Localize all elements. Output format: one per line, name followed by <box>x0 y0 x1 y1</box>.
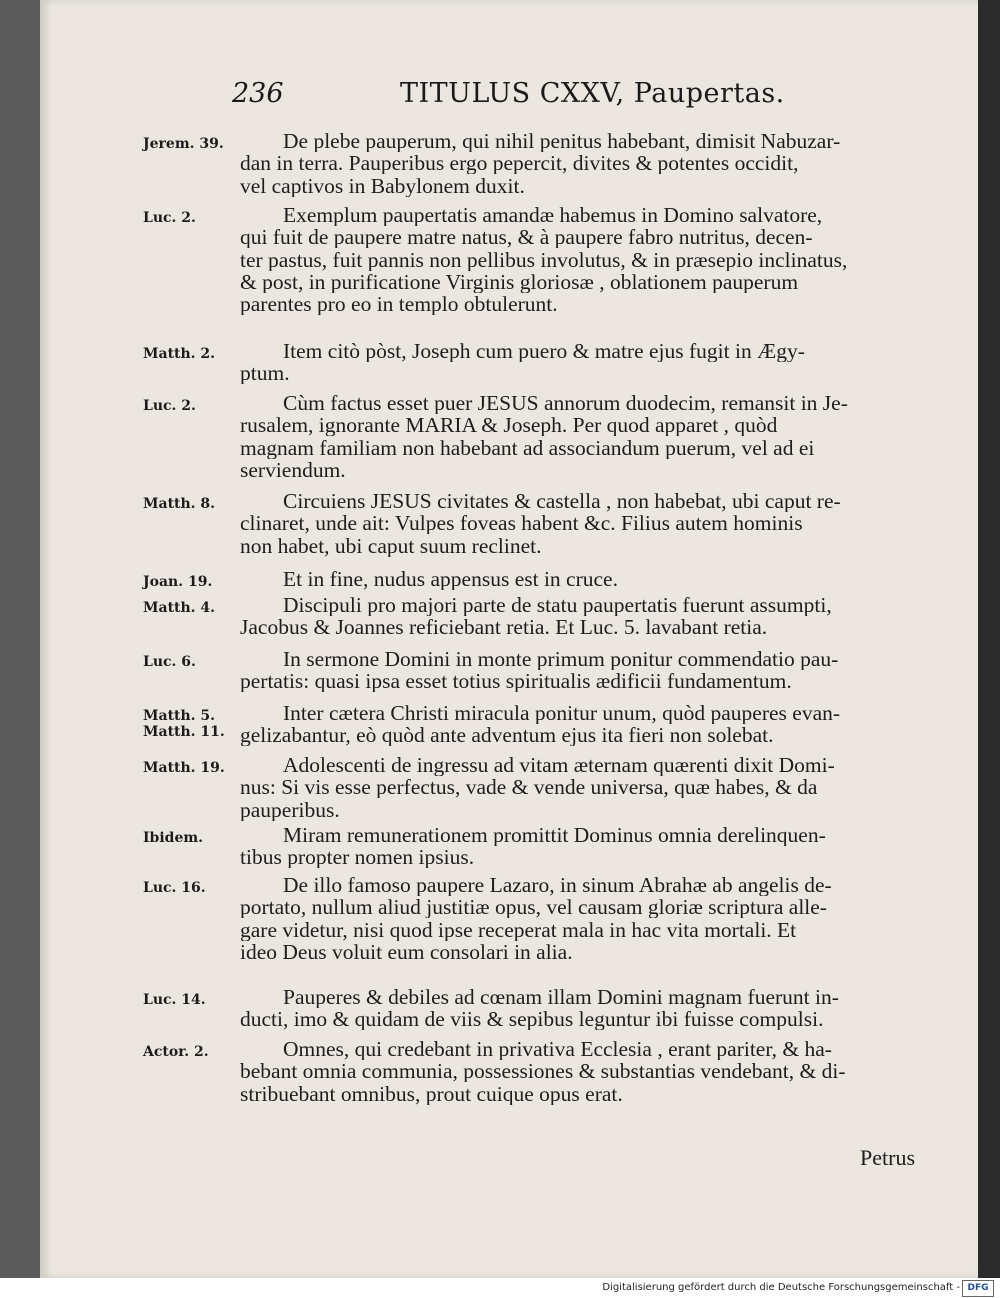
text-line: serviendum. <box>240 458 346 481</box>
text-line: parentes pro eo in templo obtulerunt. <box>240 293 558 316</box>
marginal-reference: Luc. 2. <box>143 210 196 226</box>
text-line: magnam familiam non habebant ad associandum puerum, vel ad ei <box>240 436 815 459</box>
text-line: Cùm factus esset puer JESUS annorum duodecim, remansit in Je- <box>283 392 848 414</box>
text-line: Discipuli pro majori parte de statu paupertatis fuerunt assumpti, <box>283 594 832 616</box>
text-line: ter pastus, fuit pannis non pellibus involutus, & in præsepio inclinatus, <box>240 248 848 271</box>
text-line: Inter cætera Christi miracula ponitur unum, quòd pauperes evan- <box>283 702 841 724</box>
text-line: De plebe pauperum, qui nihil penitus habebant, dimisit Nabuzar- <box>283 130 841 152</box>
marginal-reference: Matth. 11. <box>143 724 225 740</box>
text-line: ptum. <box>240 362 290 385</box>
catchword: Petrus <box>860 1145 915 1170</box>
marginal-reference: Ibidem. <box>143 830 204 846</box>
marginal-reference: Luc. 16. <box>143 880 206 896</box>
text-line: tibus propter nomen ipsius. <box>240 846 475 869</box>
text-line: non habet, ubi caput suum reclinet. <box>240 534 542 557</box>
text-line: qui fuit de paupere matre natus, & à paupere fabro nutritus, decen- <box>240 226 813 249</box>
text-line: Adolescenti de ingressu ad vitam æternam quærenti dixit Domi- <box>283 754 835 776</box>
text-line: Omnes, qui credebant in privativa Ecclesia , erant pariter, & ha- <box>283 1038 832 1060</box>
text-line: stribuebant omnibus, prout cuique opus erat. <box>240 1082 623 1105</box>
dfg-logo: DFG <box>962 1280 994 1297</box>
text-line: gare videtur, nisi quod ipse receperat mala in hac vita mortali. Et <box>240 918 797 941</box>
text-line: De illo famoso paupere Lazaro, in sinum Abrahæ ab angelis de- <box>283 874 832 896</box>
marginal-reference: Luc. 6. <box>143 654 196 670</box>
text-line: Pauperes & debiles ad cœnam illam Domini magnam fuerunt in- <box>283 986 839 1008</box>
text-line: pauperibus. <box>240 798 340 821</box>
marginal-reference: Matth. 2. <box>143 346 216 362</box>
page-number: 236 <box>232 78 284 109</box>
scan-background-left <box>0 0 40 1298</box>
text-line: ideo Deus voluit eum consolari in alia. <box>240 940 573 963</box>
text-line: rusalem, ignorante MARIA & Joseph. Per quod apparet , quòd <box>240 414 778 437</box>
text-line: bebant omnia communia, possessiones & substantias vendebant, & di- <box>240 1060 846 1083</box>
text-line: pertatis: quasi ipsa esset totius spiritualis ædificii fundamentum. <box>240 670 792 693</box>
text-line: dan in terra. Pauperibus ergo pepercit, divites & potentes occidit, <box>240 152 799 175</box>
text-line: portato, nullum aliud justitiæ opus, vel causam gloriæ scriptura alle- <box>240 896 827 919</box>
text-line: nus: Si vis esse perfectus, vade & vende universa, quæ habes, & da <box>240 776 818 799</box>
text-line: & post, in purificatione Virginis gloriosæ , oblationem pauperum <box>240 270 799 293</box>
running-header <box>232 78 785 118</box>
marginal-reference: Joan. 19. <box>143 574 213 590</box>
marginal-reference: Luc. 2. <box>143 398 196 414</box>
text-line: gelizabantur, eò quòd ante adventum ejus ita fieri non solebat. <box>240 724 774 747</box>
text-line: clinaret, unde ait: Vulpes foveas habent &c. Filius autem hominis <box>240 512 803 535</box>
marginal-reference: Luc. 14. <box>143 992 206 1008</box>
marginal-reference: Matth. 5. <box>143 708 216 724</box>
text-line: Item citò pòst, Joseph cum puero & matre ejus fugit in Ægy- <box>283 340 805 362</box>
text-line: Exemplum paupertatis amandæ habemus in Domino salvatore, <box>283 204 823 226</box>
funding-credit: Digitalisierung gefördert durch die Deutsche Forschungsgemeinschaft - <box>602 1282 960 1293</box>
page-edge <box>978 0 1000 1278</box>
text-line: In sermone Domini in monte primum ponitur commendatio pau- <box>283 648 839 670</box>
text-line: Miram remunerationem promittit Dominus omnia derelinquen- <box>283 824 826 846</box>
marginal-reference: Matth. 8. <box>143 496 216 512</box>
text-line: ducti, imo & quidam de viis & sepibus leguntur ibi fuisse compulsi. <box>240 1008 824 1031</box>
marginal-reference: Matth. 19. <box>143 760 225 776</box>
marginal-reference: Jerem. 39. <box>143 136 224 152</box>
marginal-reference: Matth. 4. <box>143 600 216 616</box>
page-title: TITULUS CXXV, Paupertas. <box>400 78 785 109</box>
text-line: vel captivos in Babylonem duxit. <box>240 174 525 197</box>
text-line: Circuiens JESUS civitates & castella , non habebat, ubi caput re- <box>283 490 841 512</box>
text-line: Jacobus & Joannes reficiebant retia. Et Luc. 5. lavabant retia. <box>240 616 768 639</box>
marginal-reference: Actor. 2. <box>143 1044 209 1060</box>
text-line: Et in fine, nudus appensus est in cruce. <box>283 568 618 590</box>
